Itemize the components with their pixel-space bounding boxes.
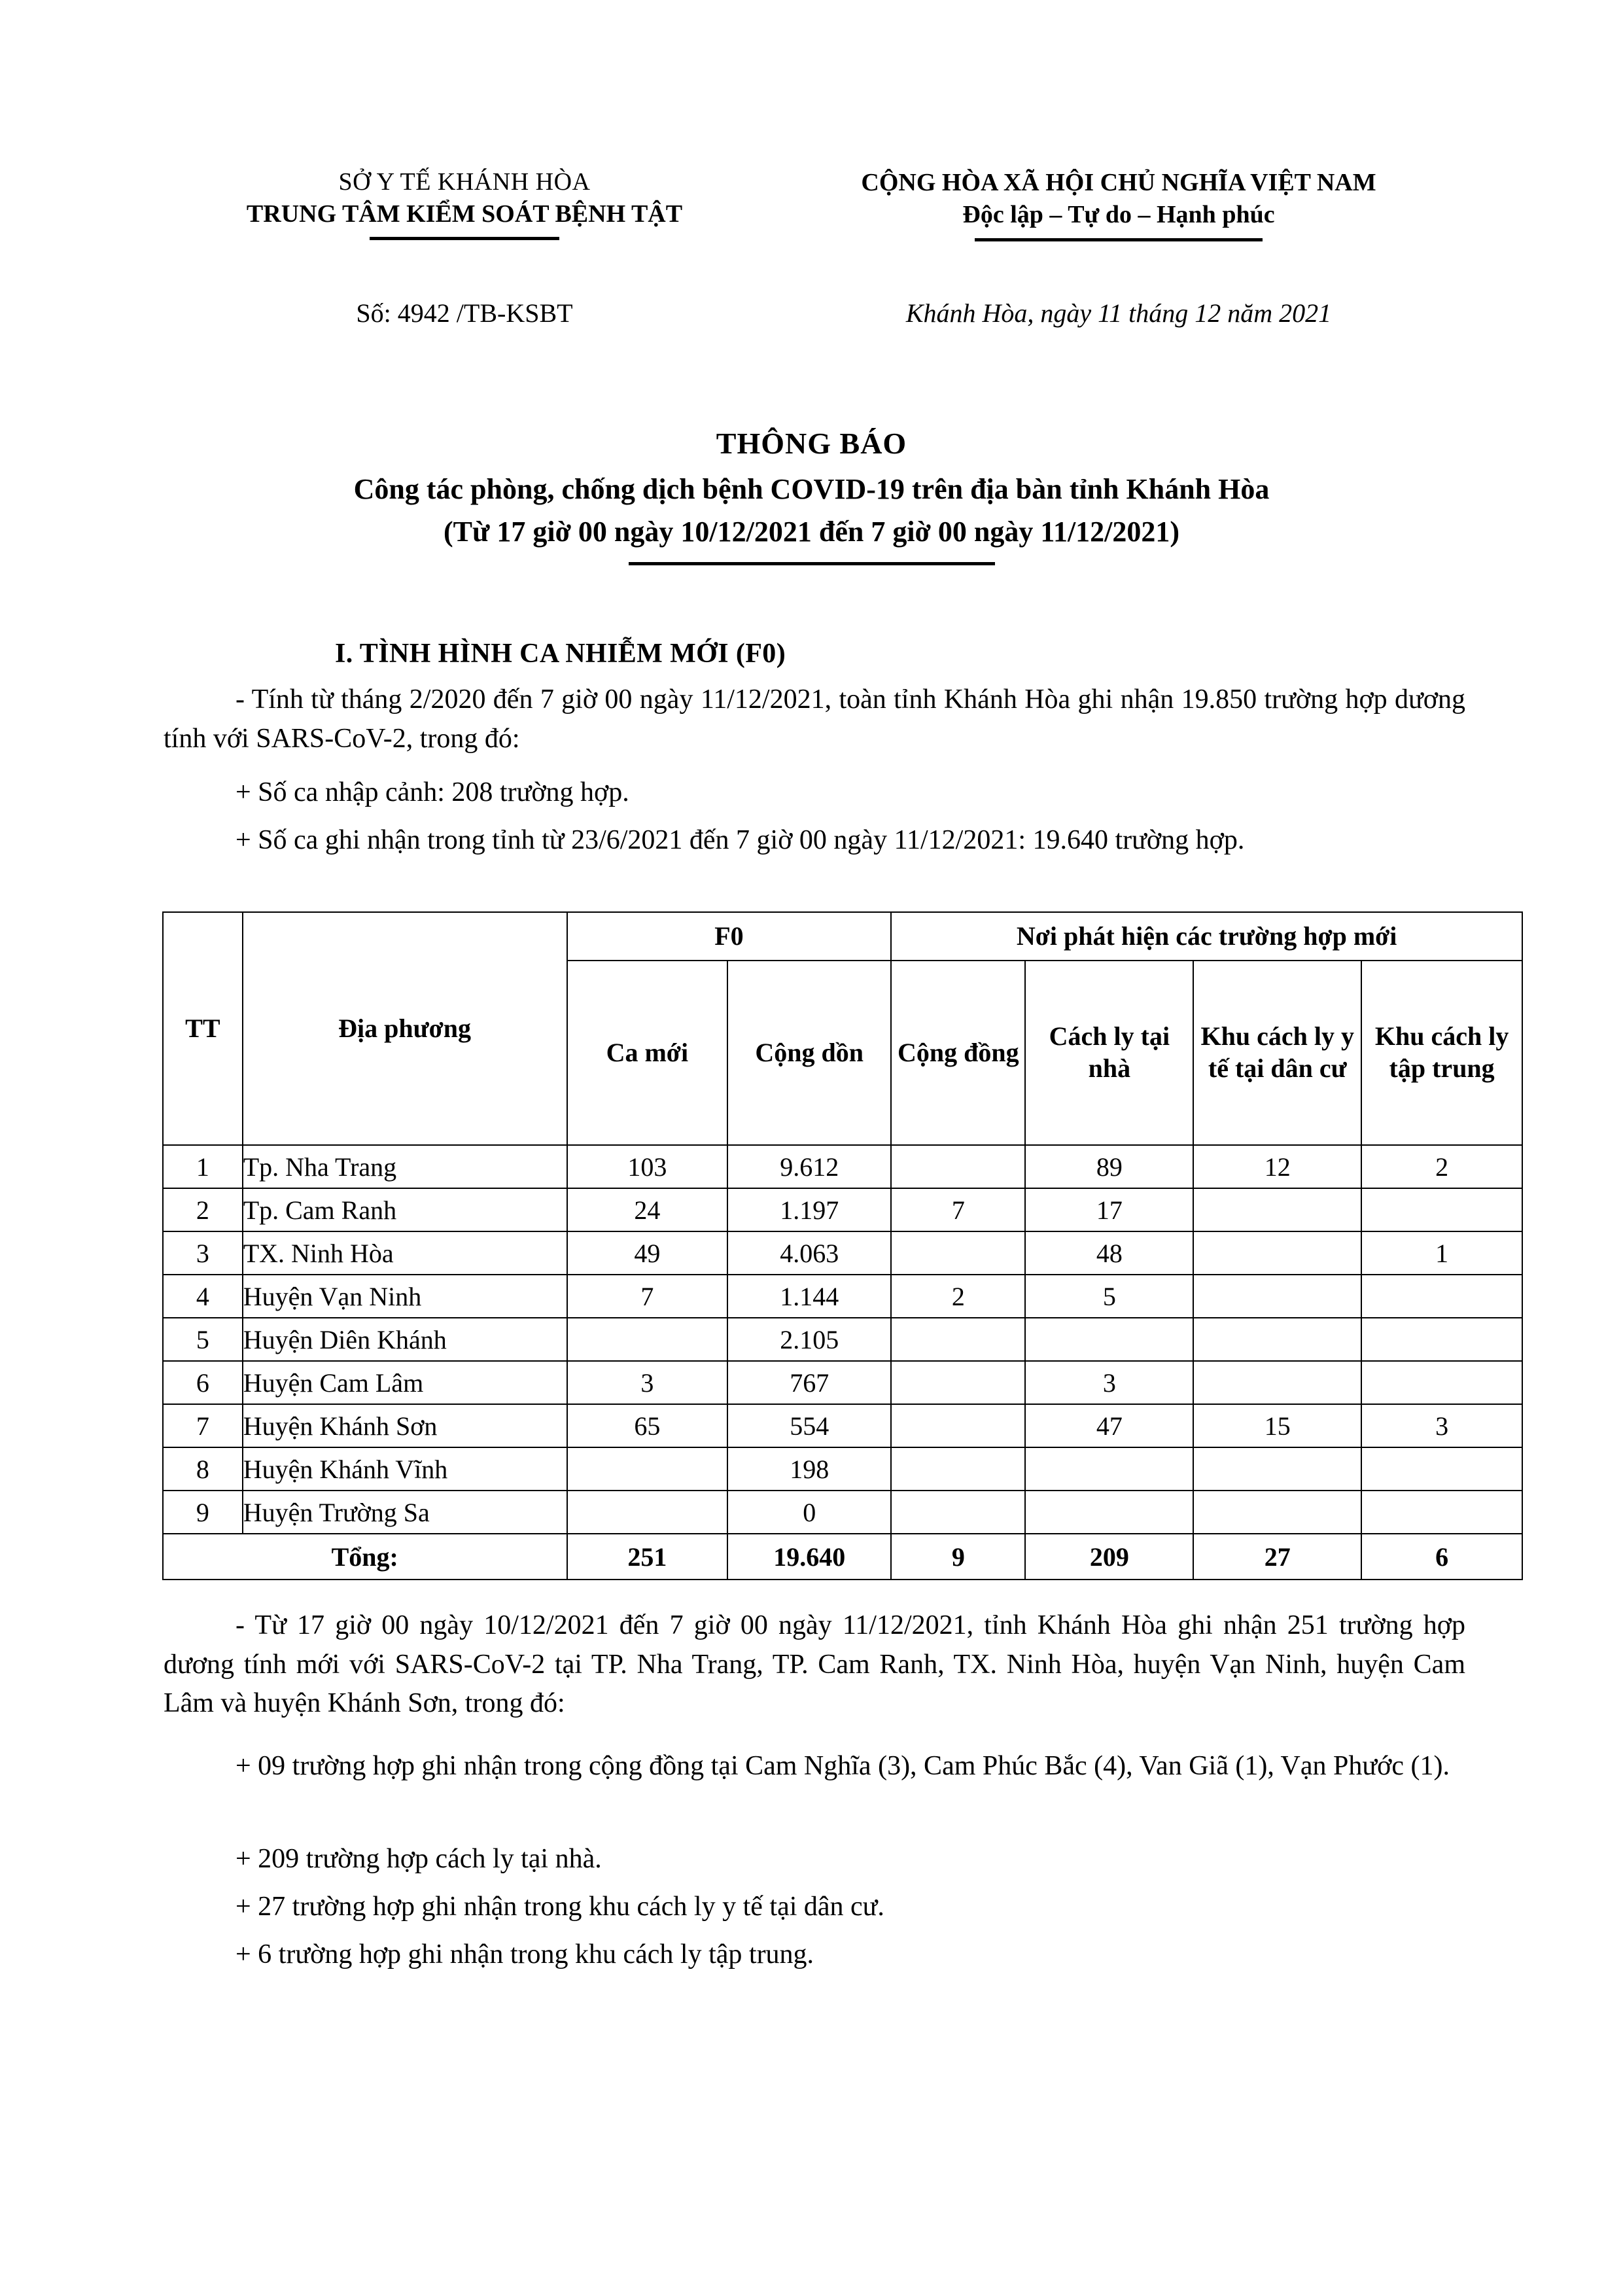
cell-cach-ly-tai-nha: 5	[1025, 1275, 1193, 1318]
covid-statistics-table-wrapper	[162, 911, 1523, 1580]
header-divider-left	[370, 237, 559, 240]
cell-cong-dong: 7	[891, 1188, 1025, 1231]
cell-locality-name: Tp. Cam Ranh	[243, 1188, 567, 1231]
cell-cong-dong	[891, 1361, 1025, 1404]
cell-ca-moi: 7	[567, 1275, 728, 1318]
total-cell-cach-ly-tai-nha: 209	[1025, 1534, 1193, 1580]
cell-ca-moi: 3	[567, 1361, 728, 1404]
group-header-f0: F0	[567, 912, 892, 961]
cell-ca-moi: 24	[567, 1188, 728, 1231]
document-number: Số: 4942 /TB-KSBT	[356, 298, 573, 328]
cell-ca-moi	[567, 1491, 728, 1534]
cell-khu-tap-trung	[1361, 1447, 1522, 1491]
col-header-tt: TT	[163, 912, 243, 1145]
place-and-date: Khánh Hòa, ngày 11 tháng 12 năm 2021	[905, 298, 1332, 328]
total-cell-khu-tap-trung: 6	[1361, 1534, 1522, 1580]
issuing-organization	[170, 167, 759, 240]
col-header-dia-phuong: Địa phương	[243, 912, 567, 1145]
cell-tt: 4	[163, 1275, 243, 1318]
table-row	[163, 1275, 1522, 1318]
table-row	[163, 1231, 1522, 1275]
total-label: Tổng:	[163, 1534, 567, 1580]
paragraph-imported-cases: + Số ca nhập cảnh: 208 trường hợp.	[236, 777, 629, 807]
col-header-khu-cach-ly-tap-trung: Khu cách ly tập trung	[1361, 961, 1522, 1145]
cell-cong-don: 1.197	[727, 1188, 891, 1231]
col-header-ca-moi: Ca mới	[567, 961, 728, 1145]
table-head	[163, 912, 1522, 1145]
cell-khu-y-te: 12	[1193, 1145, 1361, 1188]
cell-khu-tap-trung	[1361, 1275, 1522, 1318]
cell-khu-tap-trung	[1361, 1188, 1522, 1231]
cell-khu-tap-trung: 3	[1361, 1404, 1522, 1447]
col-header-cong-dong: Cộng đồng	[891, 961, 1025, 1145]
cell-locality-name: Huyện Trường Sa	[243, 1491, 567, 1534]
cell-cach-ly-tai-nha: 48	[1025, 1231, 1193, 1275]
cell-khu-tap-trung: 1	[1361, 1231, 1522, 1275]
cell-tt: 8	[163, 1447, 243, 1491]
paragraph-cumulative-cases: - Tính từ tháng 2/2020 đến 7 giờ 00 ngày 11/12/2021, toàn tỉnh Khánh Hòa ghi nhận 19.850 trường hợp dương tính với SARS-CoV-2, trong đó:	[164, 684, 1465, 754]
cell-cach-ly-tai-nha: 89	[1025, 1145, 1193, 1188]
cell-cach-ly-tai-nha	[1025, 1318, 1193, 1361]
table-row	[163, 1188, 1522, 1231]
cell-cong-don: 9.612	[727, 1145, 891, 1188]
col-header-cong-don: Cộng dồn	[727, 961, 891, 1145]
cell-tt: 9	[163, 1491, 243, 1534]
paragraph-medical-quarantine: + 27 trường hợp ghi nhận trong khu cách ly y tế tại dân cư.	[236, 1892, 884, 1922]
cell-cong-don: 1.144	[727, 1275, 891, 1318]
national-heading	[759, 167, 1478, 241]
cell-khu-y-te	[1193, 1231, 1361, 1275]
paragraph-home-quarantine: + 209 trường hợp cách ly tại nhà.	[236, 1844, 602, 1874]
total-cell-ca-moi: 251	[567, 1534, 728, 1580]
covid-statistics-table	[162, 911, 1523, 1580]
title-period: (Từ 17 giờ 00 ngày 10/12/2021 đến 7 giờ 00 ngày 11/12/2021)	[443, 516, 1180, 548]
cell-tt: 3	[163, 1231, 243, 1275]
cell-tt: 5	[163, 1318, 243, 1361]
cell-ca-moi: 103	[567, 1145, 728, 1188]
section-heading-1: I. TÌNH HÌNH CA NHIỄM MỚI (F0)	[335, 639, 786, 669]
paragraph-new-cases-period: - Từ 17 giờ 00 ngày 10/12/2021 đến 7 giờ 00 ngày 11/12/2021, tỉnh Khánh Hòa ghi nhận 251 trường hợp dương tính mới với SARS-CoV-2 tại TP. Nha Trang, TP. Cam Ranh, TX. Ninh Hòa, huyện Vạn Ninh, huyện Cam Lâm và huyện Khánh Sơn, trong đó:	[164, 1610, 1465, 1719]
cell-cong-dong	[891, 1404, 1025, 1447]
cell-locality-name: TX. Ninh Hòa	[243, 1231, 567, 1275]
cell-cong-dong	[891, 1491, 1025, 1534]
cell-tt: 1	[163, 1145, 243, 1188]
total-cell-khu-y-te: 27	[1193, 1534, 1361, 1580]
paragraph-community-cases: + 09 trường hợp ghi nhận trong cộng đồng tại Cam Nghĩa (3), Cam Phúc Bắc (4), Van Giã (1), Vạn Phước (1).	[236, 1751, 1450, 1781]
cell-locality-name: Huyện Diên Khánh	[243, 1318, 567, 1361]
cell-cong-don: 0	[727, 1491, 891, 1534]
cell-ca-moi	[567, 1318, 728, 1361]
table-row	[163, 1404, 1522, 1447]
cell-khu-y-te	[1193, 1188, 1361, 1231]
table-row	[163, 1145, 1522, 1188]
total-cell-cong-don: 19.640	[727, 1534, 891, 1580]
page-title: THÔNG BÁO	[716, 427, 907, 460]
document-header	[0, 167, 1623, 241]
country-name: CỘNG HÒA XÃ HỘI CHỦ NGHĨA VIỆT NAM	[861, 169, 1376, 196]
cell-cong-don: 4.063	[727, 1231, 891, 1275]
cell-locality-name: Huyện Khánh Vĩnh	[243, 1447, 567, 1491]
title-subtitle: Công tác phòng, chống dịch bệnh COVID-19 trên địa bàn tỉnh Khánh Hòa	[353, 472, 1270, 505]
national-motto: Độc lập – Tự do – Hạnh phúc	[962, 201, 1275, 229]
cell-khu-y-te	[1193, 1318, 1361, 1361]
cell-ca-moi: 65	[567, 1404, 728, 1447]
cell-cong-don: 2.105	[727, 1318, 891, 1361]
cell-cong-dong: 2	[891, 1275, 1025, 1318]
cell-tt: 2	[163, 1188, 243, 1231]
cell-khu-tap-trung	[1361, 1361, 1522, 1404]
table-row	[163, 1361, 1522, 1404]
cell-khu-tap-trung	[1361, 1491, 1522, 1534]
table-group-header-row	[163, 912, 1522, 961]
cell-khu-y-te	[1193, 1447, 1361, 1491]
group-header-noi-phat-hien: Nơi phát hiện các trường hợp mới	[891, 912, 1522, 961]
cell-khu-y-te: 15	[1193, 1404, 1361, 1447]
cell-tt: 7	[163, 1404, 243, 1447]
document-meta-row	[0, 298, 1623, 328]
cell-cach-ly-tai-nha: 17	[1025, 1188, 1193, 1231]
cell-cach-ly-tai-nha: 47	[1025, 1404, 1193, 1447]
paragraph-local-cases: + Số ca ghi nhận trong tỉnh từ 23/6/2021 đến 7 giờ 00 ngày 11/12/2021: 19.640 trường hợp.	[236, 825, 1245, 855]
col-header-khu-cach-ly-y-te: Khu cách ly y tế tại dân cư	[1193, 961, 1361, 1145]
cell-cong-dong	[891, 1231, 1025, 1275]
center-name: TRUNG TÂM KIỂM SOÁT BỆNH TẬT	[246, 200, 683, 228]
cell-cach-ly-tai-nha: 3	[1025, 1361, 1193, 1404]
cell-cach-ly-tai-nha	[1025, 1491, 1193, 1534]
cell-cong-don: 198	[727, 1447, 891, 1491]
cell-ca-moi	[567, 1447, 728, 1491]
cell-cong-dong	[891, 1145, 1025, 1188]
cell-locality-name: Huyện Khánh Sơn	[243, 1404, 567, 1447]
cell-cach-ly-tai-nha	[1025, 1447, 1193, 1491]
cell-cong-dong	[891, 1447, 1025, 1491]
cell-cong-don: 554	[727, 1404, 891, 1447]
table-row	[163, 1447, 1522, 1491]
cell-khu-y-te	[1193, 1361, 1361, 1404]
cell-locality-name: Huyện Vạn Ninh	[243, 1275, 567, 1318]
department-name: SỞ Y TẾ KHÁNH HÒA	[338, 168, 591, 196]
cell-khu-y-te	[1193, 1491, 1361, 1534]
cell-khu-tap-trung: 2	[1361, 1145, 1522, 1188]
cell-khu-tap-trung	[1361, 1318, 1522, 1361]
cell-cong-dong	[891, 1318, 1025, 1361]
cell-locality-name: Huyện Cam Lâm	[243, 1361, 567, 1404]
paragraph-central-quarantine: + 6 trường hợp ghi nhận trong khu cách ly tập trung.	[236, 1939, 814, 1969]
table-total-row	[163, 1534, 1522, 1580]
cell-khu-y-te	[1193, 1275, 1361, 1318]
table-row	[163, 1318, 1522, 1361]
table-row	[163, 1491, 1522, 1534]
cell-ca-moi: 49	[567, 1231, 728, 1275]
document-title-block	[0, 422, 1623, 565]
cell-tt: 6	[163, 1361, 243, 1404]
cell-locality-name: Tp. Nha Trang	[243, 1145, 567, 1188]
title-divider	[629, 562, 995, 565]
col-header-cach-ly-tai-nha: Cách ly tại nhà	[1025, 961, 1193, 1145]
total-cell-cong-dong: 9	[891, 1534, 1025, 1580]
cell-cong-don: 767	[727, 1361, 891, 1404]
header-divider-right	[975, 238, 1263, 241]
table-body	[163, 1145, 1522, 1580]
